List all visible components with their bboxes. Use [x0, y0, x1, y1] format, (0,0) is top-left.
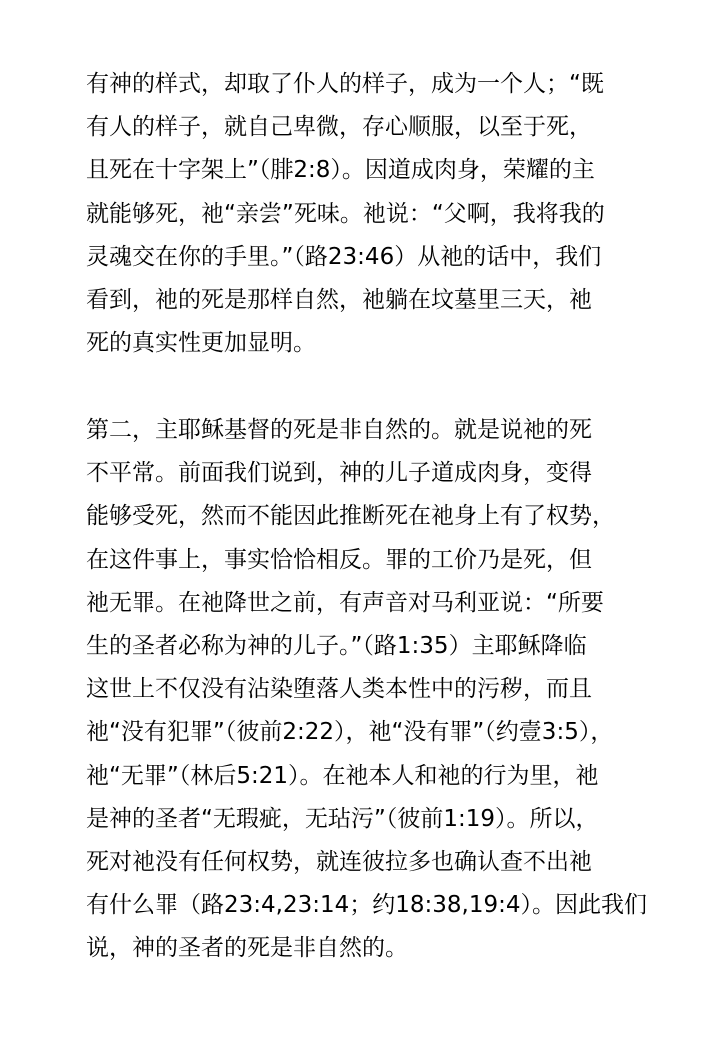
text-line: 有神的样式，却取了仆人的样子，成为一个人；“既 [86, 71, 604, 97]
text-line: 就能够死，祂“亲尝”死味。祂说：“父啊，我将我的 [86, 200, 605, 227]
text-line: 祂无罪。在祂降世之前，有声音对马利亚说：“所要 [86, 589, 604, 616]
text-line: 死对祂没有任何权势，就连彼拉多也确认查不出祂 [86, 848, 592, 875]
text-line: 说，神的圣者的死是非自然的。 [86, 935, 408, 962]
text-line: 这世上不仅没有沾染堕落人类本性中的污秽，而且 [86, 676, 592, 703]
text-line: 祂“无罪”（林后5:21）。在祂本人和祂的行为里，祂 [86, 762, 599, 789]
text-line: 不平常。前面我们说到，神的儿子道成肉身，变得 [86, 460, 592, 487]
paragraph-1 [86, 63, 686, 365]
text-line: 在这件事上，事实恰恰相反。罪的工价乃是死，但 [86, 546, 592, 573]
text-line: 有什么罪（路23:4,23:14；约18:38,19:4）。因此我们 [86, 892, 647, 919]
text-line: 灵魂交在你的手里。”（路23:46）从祂的话中，我们 [86, 243, 602, 270]
text-line: 是神的圣者“无瑕疵，无玷污”（彼前1:19）。所以， [86, 805, 599, 832]
text-line: 有人的样子，就自己卑微，存心顺服，以至于死， [86, 114, 592, 141]
text-line: 生的圣者必称为神的儿子。”（路1:35）主耶稣降临 [86, 632, 587, 659]
paragraph-2 [86, 409, 686, 970]
text-line: 祂“没有犯罪”（彼前2:22），祂“没有罪”（约壹3:5）， [86, 719, 614, 746]
text-line: 死的真实性更加显明。 [86, 330, 316, 357]
text-line: 且死在十字架上”（腓2:8）。因道成肉身，荣耀的主 [86, 157, 595, 184]
text-line: 能够受死，然而不能因此推断死在祂身上有了权势， [86, 503, 615, 530]
text-line: 看到，祂的死是那样自然，祂躺在坟墓里三天，祂 [86, 286, 592, 313]
text-line: 第二，主耶稣基督的死是非自然的。就是说祂的死 [86, 417, 592, 443]
